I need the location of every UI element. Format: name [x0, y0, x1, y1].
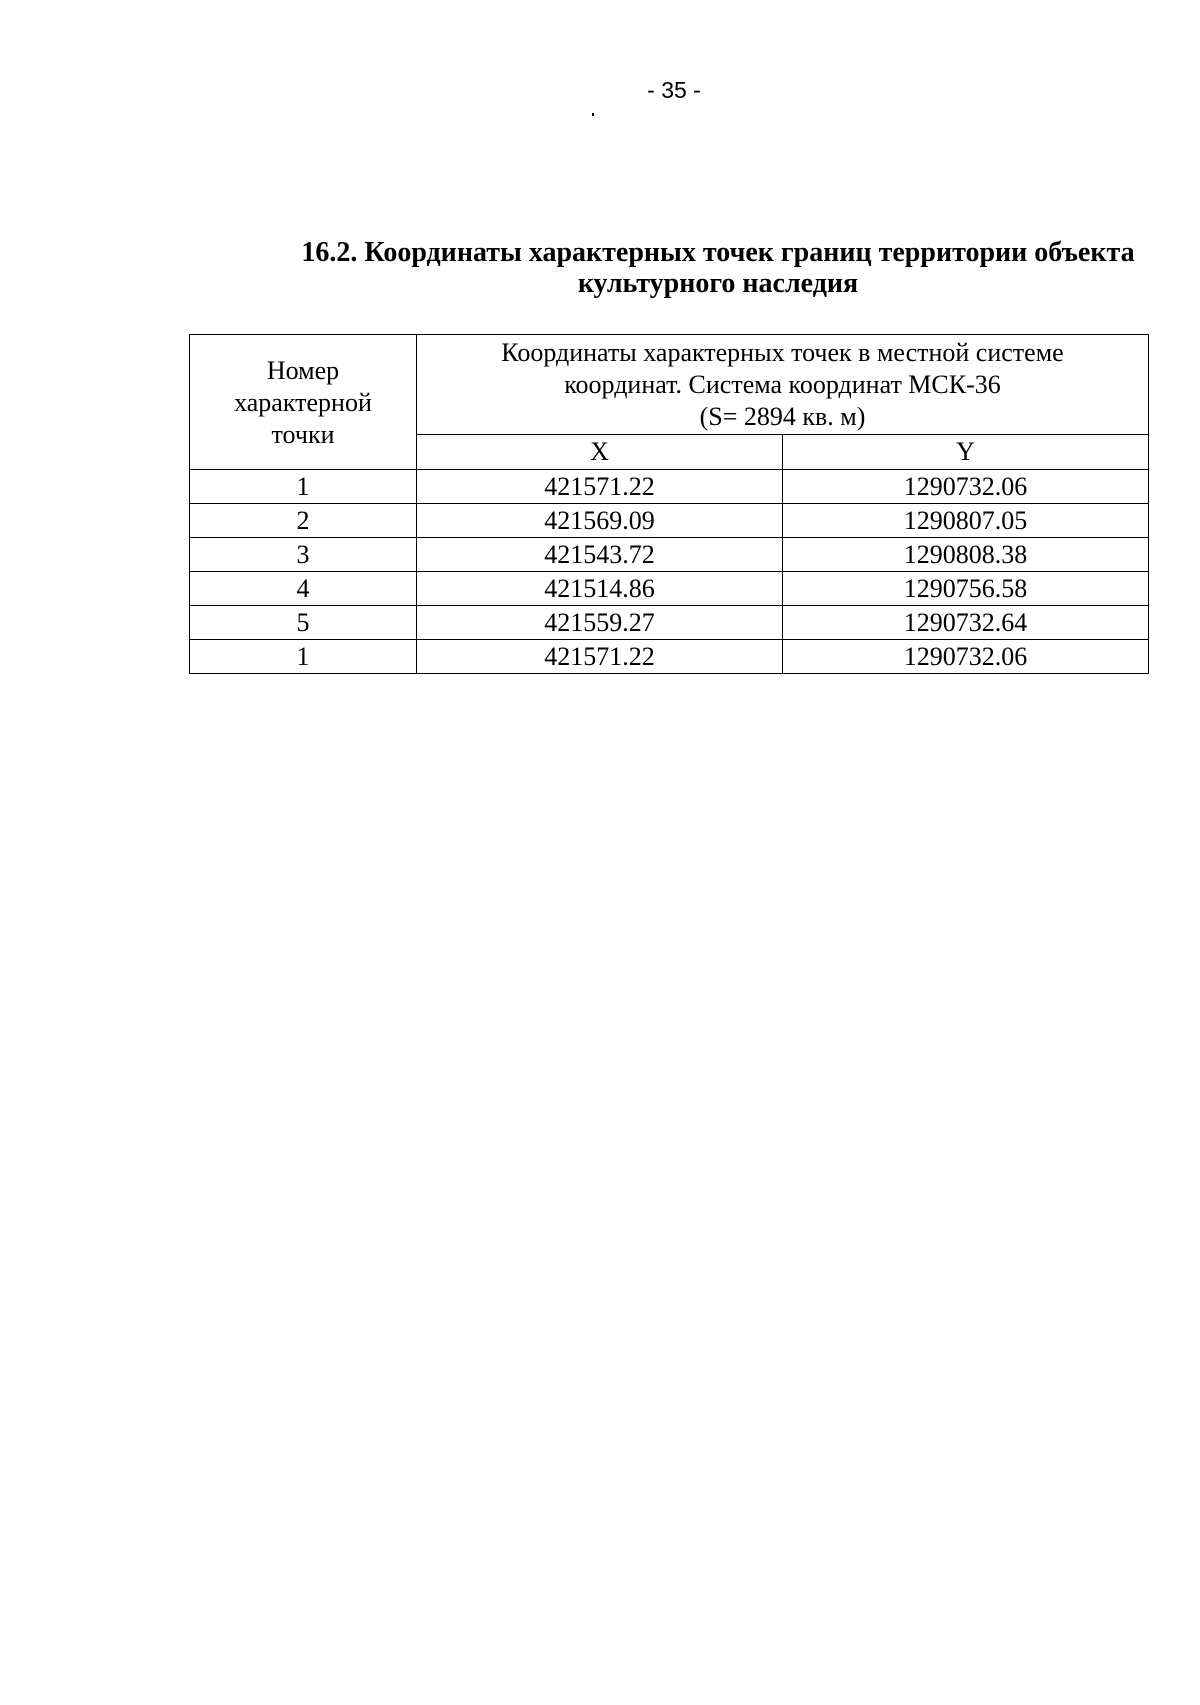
table-header-row	[190, 335, 1149, 435]
cell-y: 1290808.38	[783, 538, 1149, 572]
header-coordinates	[417, 335, 1149, 435]
cell-y: 1290732.06	[783, 470, 1149, 504]
header-y: Y	[783, 435, 1149, 470]
cell-y: 1290807.05	[783, 504, 1149, 538]
cell-point-number: 1	[190, 470, 417, 504]
header-point-number-line: Номер	[266, 356, 340, 385]
table-row	[190, 606, 1149, 640]
scan-speck	[592, 113, 594, 116]
header-point-number-line: характерной	[234, 388, 372, 417]
cell-point-number: 4	[190, 572, 417, 606]
section-title-line-1: 16.2. Координаты характерных точек границ территории объекта	[301, 237, 1135, 268]
cell-point-number: 3	[190, 538, 417, 572]
header-point-number-line: точки	[271, 420, 335, 449]
cell-point-number: 5	[190, 606, 417, 640]
header-x: X	[417, 435, 783, 470]
section-title-line-2: культурного наследия	[577, 268, 859, 299]
cell-y: 1290732.64	[783, 606, 1149, 640]
cell-x: 421571.22	[417, 470, 783, 504]
cell-x: 421571.22	[417, 640, 783, 674]
coordinates-table	[189, 334, 1149, 674]
cell-y: 1290732.06	[783, 640, 1149, 674]
table-row	[190, 640, 1149, 674]
header-coordinates-line: координат. Система координат МСК-36	[564, 369, 1001, 399]
cell-x: 421543.72	[417, 538, 783, 572]
cell-x: 421569.09	[417, 504, 783, 538]
header-point-number	[190, 335, 417, 470]
header-coordinates-line: (S= 2894 кв. м)	[699, 401, 866, 431]
table-row	[190, 504, 1149, 538]
table-row	[190, 538, 1149, 572]
cell-x: 421559.27	[417, 606, 783, 640]
table-row	[190, 572, 1149, 606]
page-number: - 35 -	[647, 77, 701, 103]
header-coordinates-line: Координаты характерных точек в местной системе	[501, 337, 1064, 367]
cell-point-number: 2	[190, 504, 417, 538]
cell-y: 1290756.58	[783, 572, 1149, 606]
table-row	[190, 470, 1149, 504]
section-title	[278, 237, 1158, 299]
cell-point-number: 1	[190, 640, 417, 674]
cell-x: 421514.86	[417, 572, 783, 606]
